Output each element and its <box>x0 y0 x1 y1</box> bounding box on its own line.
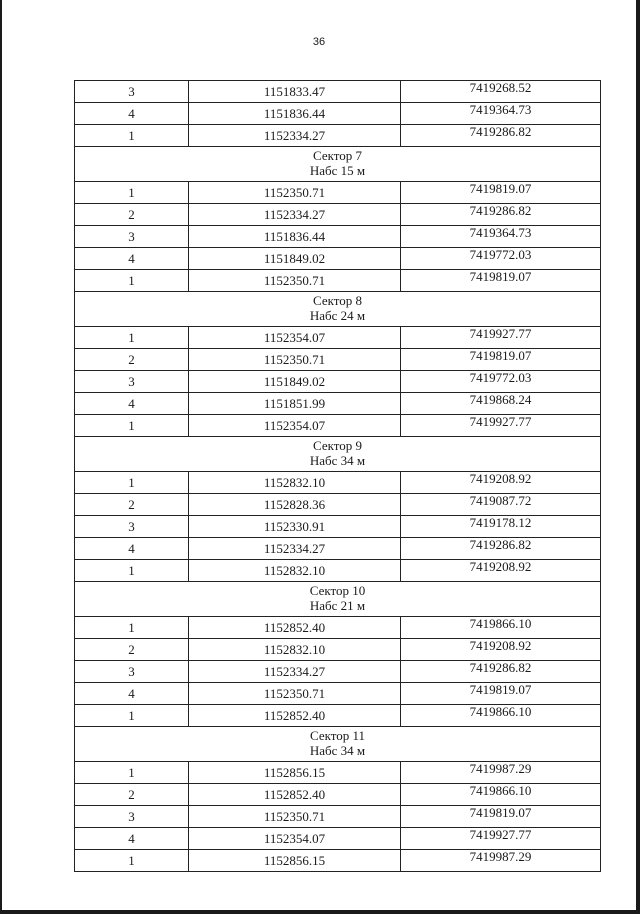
x-coordinate-cell: 1152350.71 <box>189 349 401 371</box>
sector-header-row <box>75 437 601 472</box>
y-coordinate-cell: 7419268.52 <box>401 81 601 103</box>
point-number-cell: 1 <box>75 182 189 204</box>
sector-title: Сектор 7 <box>312 148 362 163</box>
y-coordinate-cell: 7419286.82 <box>401 204 601 226</box>
table-row <box>75 850 601 872</box>
y-coordinate-cell: 7419819.07 <box>401 270 601 292</box>
y-coordinate-cell: 7419208.92 <box>401 472 601 494</box>
table-row <box>75 617 601 639</box>
sector-title: Сектор 8 <box>312 293 362 308</box>
x-coordinate-cell: 1152334.27 <box>189 661 401 683</box>
point-number-cell: 1 <box>75 270 189 292</box>
x-coordinate-cell: 1152832.10 <box>189 472 401 494</box>
table-row <box>75 494 601 516</box>
sector-height: Набс 24 м <box>309 308 366 323</box>
y-coordinate-cell: 7419772.03 <box>401 248 601 270</box>
table-row <box>75 806 601 828</box>
x-coordinate-cell: 1151836.44 <box>189 226 401 248</box>
table-row <box>75 472 601 494</box>
point-number-cell: 4 <box>75 828 189 850</box>
x-coordinate-cell: 1152330.91 <box>189 516 401 538</box>
sector-header-cell <box>75 727 601 762</box>
y-coordinate-cell: 7419927.77 <box>401 327 601 349</box>
table-row <box>75 393 601 415</box>
table-row <box>75 182 601 204</box>
table-row <box>75 248 601 270</box>
table-row <box>75 371 601 393</box>
y-coordinate-cell: 7419364.73 <box>401 226 601 248</box>
point-number-cell: 1 <box>75 560 189 582</box>
x-coordinate-cell: 1151836.44 <box>189 103 401 125</box>
y-coordinate-cell: 7419819.07 <box>401 349 601 371</box>
point-number-cell: 4 <box>75 248 189 270</box>
y-coordinate-cell: 7419819.07 <box>401 806 601 828</box>
sector-height: Набс 34 м <box>309 453 366 468</box>
y-coordinate-cell: 7419987.29 <box>401 850 601 872</box>
point-number-cell: 1 <box>75 850 189 872</box>
point-number-cell: 1 <box>75 762 189 784</box>
x-coordinate-cell: 1152334.27 <box>189 538 401 560</box>
table-row <box>75 327 601 349</box>
table-row <box>75 81 601 103</box>
sector-height: Набс 15 м <box>309 163 366 178</box>
point-number-cell: 2 <box>75 349 189 371</box>
y-coordinate-cell: 7419987.29 <box>401 762 601 784</box>
sector-header-cell <box>75 292 601 327</box>
point-number-cell: 3 <box>75 226 189 248</box>
y-coordinate-cell: 7419087.72 <box>401 494 601 516</box>
point-number-cell: 3 <box>75 516 189 538</box>
x-coordinate-cell: 1152832.10 <box>189 560 401 582</box>
x-coordinate-cell: 1152828.36 <box>189 494 401 516</box>
point-number-cell: 3 <box>75 81 189 103</box>
table-row <box>75 762 601 784</box>
sector-height: Набс 34 м <box>309 743 366 758</box>
x-coordinate-cell: 1152832.10 <box>189 639 401 661</box>
y-coordinate-cell: 7419819.07 <box>401 182 601 204</box>
point-number-cell: 1 <box>75 617 189 639</box>
y-coordinate-cell: 7419866.10 <box>401 784 601 806</box>
point-number-cell: 2 <box>75 204 189 226</box>
sector-header-cell <box>75 437 601 472</box>
y-coordinate-cell: 7419208.92 <box>401 639 601 661</box>
x-coordinate-cell: 1152354.07 <box>189 327 401 349</box>
x-coordinate-cell: 1152350.71 <box>189 806 401 828</box>
table-row <box>75 516 601 538</box>
y-coordinate-cell: 7419927.77 <box>401 828 601 850</box>
sector-header-row <box>75 147 601 182</box>
document-page <box>2 0 636 910</box>
point-number-cell: 1 <box>75 415 189 437</box>
point-number-cell: 1 <box>75 125 189 147</box>
sector-header-cell <box>75 147 601 182</box>
table-row <box>75 415 601 437</box>
table-row <box>75 125 601 147</box>
point-number-cell: 1 <box>75 472 189 494</box>
table-row <box>75 828 601 850</box>
y-coordinate-cell: 7419286.82 <box>401 538 601 560</box>
y-coordinate-cell: 7419208.92 <box>401 560 601 582</box>
x-coordinate-cell: 1151851.99 <box>189 393 401 415</box>
page-number: 36 <box>312 36 326 48</box>
y-coordinate-cell: 7419178.12 <box>401 516 601 538</box>
x-coordinate-cell: 1151833.47 <box>189 81 401 103</box>
x-coordinate-cell: 1152350.71 <box>189 270 401 292</box>
sector-header-row <box>75 292 601 327</box>
table-row <box>75 705 601 727</box>
point-number-cell: 1 <box>75 327 189 349</box>
point-number-cell: 2 <box>75 639 189 661</box>
x-coordinate-cell: 1152350.71 <box>189 182 401 204</box>
y-coordinate-cell: 7419866.10 <box>401 617 601 639</box>
y-coordinate-cell: 7419286.82 <box>401 661 601 683</box>
x-coordinate-cell: 1152334.27 <box>189 125 401 147</box>
sector-title: Сектор 10 <box>309 583 366 598</box>
x-coordinate-cell: 1152354.07 <box>189 828 401 850</box>
x-coordinate-cell: 1152350.71 <box>189 683 401 705</box>
x-coordinate-cell: 1152852.40 <box>189 784 401 806</box>
x-coordinate-cell: 1152856.15 <box>189 762 401 784</box>
x-coordinate-cell: 1152852.40 <box>189 705 401 727</box>
y-coordinate-cell: 7419868.24 <box>401 393 601 415</box>
y-coordinate-cell: 7419927.77 <box>401 415 601 437</box>
table-row <box>75 204 601 226</box>
x-coordinate-cell: 1151849.02 <box>189 248 401 270</box>
x-coordinate-cell: 1152852.40 <box>189 617 401 639</box>
point-number-cell: 3 <box>75 806 189 828</box>
sector-title: Сектор 11 <box>309 728 366 743</box>
point-number-cell: 1 <box>75 705 189 727</box>
x-coordinate-cell: 1151849.02 <box>189 371 401 393</box>
sector-header-row <box>75 582 601 617</box>
point-number-cell: 4 <box>75 683 189 705</box>
table-row <box>75 784 601 806</box>
x-coordinate-cell: 1152334.27 <box>189 204 401 226</box>
y-coordinate-cell: 7419772.03 <box>401 371 601 393</box>
point-number-cell: 2 <box>75 494 189 516</box>
table-row <box>75 103 601 125</box>
y-coordinate-cell: 7419286.82 <box>401 125 601 147</box>
y-coordinate-cell: 7419364.73 <box>401 103 601 125</box>
point-number-cell: 3 <box>75 371 189 393</box>
y-coordinate-cell: 7419866.10 <box>401 705 601 727</box>
table-row <box>75 349 601 371</box>
point-number-cell: 3 <box>75 661 189 683</box>
table-row <box>75 661 601 683</box>
point-number-cell: 4 <box>75 103 189 125</box>
point-number-cell: 4 <box>75 393 189 415</box>
point-number-cell: 4 <box>75 538 189 560</box>
coordinates-table <box>74 80 601 872</box>
coordinates-table-body <box>75 81 601 872</box>
x-coordinate-cell: 1152856.15 <box>189 850 401 872</box>
x-coordinate-cell: 1152354.07 <box>189 415 401 437</box>
sector-title: Сектор 9 <box>312 438 362 453</box>
sector-height: Набс 21 м <box>309 598 366 613</box>
table-row <box>75 560 601 582</box>
sector-header-row <box>75 727 601 762</box>
table-row <box>75 683 601 705</box>
table-row <box>75 270 601 292</box>
point-number-cell: 2 <box>75 784 189 806</box>
sector-header-cell <box>75 582 601 617</box>
table-row <box>75 226 601 248</box>
table-row <box>75 538 601 560</box>
table-row <box>75 639 601 661</box>
y-coordinate-cell: 7419819.07 <box>401 683 601 705</box>
